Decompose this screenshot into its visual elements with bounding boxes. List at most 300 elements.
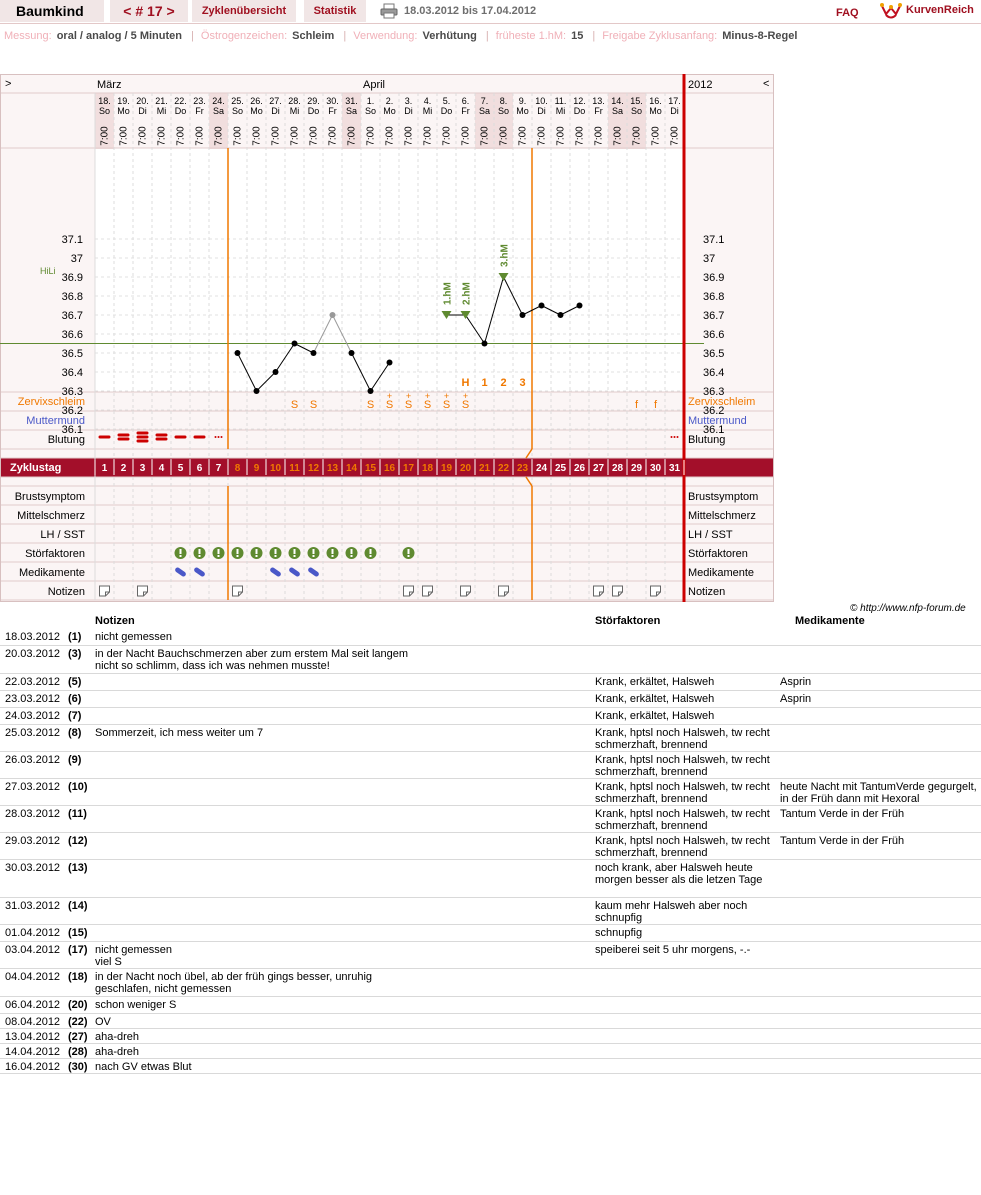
day-date: 5. bbox=[442, 96, 451, 106]
day-time: 7:00 bbox=[441, 126, 453, 146]
note-cycle-day: (10) bbox=[68, 781, 88, 793]
day-weekday: Mo bbox=[117, 106, 130, 116]
notes-header-medi: Medikamente bbox=[795, 615, 865, 627]
note-date: 14.04.2012 bbox=[5, 1046, 61, 1058]
bleeding-mark bbox=[137, 440, 149, 443]
spotting-dot bbox=[221, 436, 223, 438]
cycle-day-number: 14 bbox=[345, 463, 358, 474]
bleeding-mark bbox=[118, 434, 130, 437]
zervix-mark: S bbox=[290, 399, 299, 411]
row-label-medi: Medikamente bbox=[18, 567, 85, 579]
cycle-day-number: 16 bbox=[383, 463, 396, 474]
row-label-brust: Brustsymptom bbox=[14, 491, 85, 503]
jester-logo-icon[interactable] bbox=[880, 2, 902, 20]
cycle-day-number: 5 bbox=[177, 463, 184, 474]
bleeding-mark bbox=[118, 438, 130, 441]
note-row bbox=[0, 779, 981, 806]
note-text: aha-dreh bbox=[95, 1031, 140, 1043]
day-date: 9. bbox=[518, 96, 527, 106]
note-cycle-day: (30) bbox=[68, 1061, 88, 1073]
y-tick-right: 36.7 bbox=[703, 310, 725, 322]
note-row bbox=[0, 691, 981, 708]
day-time: 7:00 bbox=[194, 126, 206, 146]
note-date: 04.04.2012 bbox=[5, 971, 61, 983]
spotting-dot bbox=[671, 436, 673, 438]
note-row bbox=[0, 833, 981, 860]
day-weekday: Di bbox=[670, 106, 679, 116]
day-date: 30. bbox=[326, 96, 339, 106]
day-time: 7:00 bbox=[517, 126, 529, 146]
cycle-day-number: 24 bbox=[535, 463, 548, 474]
day-weekday: Mi bbox=[156, 106, 167, 116]
day-date: 10. bbox=[535, 96, 548, 106]
warning-icon-dot bbox=[313, 555, 315, 557]
row-label-zyklustag: Zyklustag bbox=[10, 462, 62, 474]
warning-icon-bar bbox=[294, 549, 296, 554]
day-time: 7:00 bbox=[479, 126, 491, 146]
note-text: in der Nacht Bauchschmerzen aber zum erstem Mal seit langem nicht so schlimm, dass ich was nehmen musste! bbox=[95, 648, 409, 672]
warning-icon-bar bbox=[408, 549, 410, 554]
top-bar bbox=[0, 0, 981, 24]
peak-label: H bbox=[461, 377, 470, 389]
year-label: 2012 bbox=[688, 79, 713, 91]
temp-point bbox=[520, 312, 526, 318]
day-time: 7:00 bbox=[289, 126, 301, 146]
note-text: Sommerzeit, ich mess weiter um 7 bbox=[95, 727, 264, 739]
note-date: 01.04.2012 bbox=[5, 927, 61, 939]
warning-icon-dot bbox=[199, 555, 201, 557]
info-bar: Messung: oral / analog / 5 Minuten | Östrogenzeichen: Schleim | Verwendung: Verhütung | früheste 1.hM: 15 | Freigabe Zyklusanfang: Minus-8-Regel bbox=[4, 30, 798, 42]
day-time: 7:00 bbox=[137, 126, 149, 146]
y-tick-right: 36.3 bbox=[703, 386, 725, 398]
note-cycle-day: (6) bbox=[68, 693, 82, 705]
peak-label: 1 bbox=[481, 377, 488, 389]
zervix-mark: f bbox=[634, 399, 639, 411]
cycle-day-number: 15 bbox=[364, 463, 377, 474]
note-text: nicht gemessen bbox=[95, 631, 173, 643]
y-tick-right: 36.6 bbox=[703, 329, 725, 341]
temp-point bbox=[292, 341, 298, 347]
hm-label: 3.hM bbox=[499, 244, 511, 267]
row-label-mittel: Mittelschmerz bbox=[17, 510, 85, 522]
cycle-day-number: 25 bbox=[554, 463, 567, 474]
warning-icon-dot bbox=[294, 555, 296, 557]
cycle-day-number: 26 bbox=[573, 463, 586, 474]
warning-icon-bar bbox=[180, 549, 182, 554]
brand-title: Baumkind bbox=[0, 0, 104, 22]
cycle-day-number: 20 bbox=[459, 463, 472, 474]
note-text: schon weniger S bbox=[95, 999, 177, 1011]
row-label-stoer: Störfaktoren bbox=[25, 548, 85, 560]
note-row bbox=[0, 708, 981, 725]
y-tick-right: 36.1 bbox=[703, 424, 725, 436]
temp-point bbox=[387, 360, 393, 366]
day-weekday: So bbox=[630, 106, 643, 116]
day-weekday: Sa bbox=[345, 106, 358, 116]
warning-icon-dot bbox=[256, 555, 258, 557]
note-cycle-day: (20) bbox=[68, 999, 88, 1011]
note-row bbox=[0, 860, 981, 898]
row-label-lh-right: LH / SST bbox=[688, 529, 733, 541]
peak-label: 2 bbox=[500, 377, 507, 389]
note-date: 24.03.2012 bbox=[5, 710, 61, 722]
day-date: 31. bbox=[345, 96, 358, 106]
day-time: 7:00 bbox=[175, 126, 187, 146]
notes-header-stoer: Störfaktoren bbox=[595, 615, 661, 627]
day-weekday: Do bbox=[440, 106, 453, 116]
notes-header-notizen: Notizen bbox=[95, 615, 135, 627]
day-date: 22. bbox=[174, 96, 187, 106]
note-stoerfaktoren: Krank, hptsl noch Halsweh, tw recht schmerzhaft, brennend bbox=[595, 808, 770, 832]
temp-point bbox=[273, 369, 279, 375]
note-text: in der Nacht noch übel, ab der früh gings besser, unruhig geschlafen, nicht gemessen bbox=[95, 971, 373, 995]
nav-right-arrow[interactable]: < bbox=[763, 78, 770, 90]
zervix-mark: f bbox=[653, 399, 658, 411]
day-date: 2. bbox=[385, 96, 394, 106]
warning-icon-bar bbox=[351, 549, 353, 554]
note-row bbox=[0, 1029, 981, 1044]
notes-table bbox=[0, 615, 981, 1074]
temp-point bbox=[311, 350, 317, 356]
temp-point bbox=[577, 303, 583, 309]
note-row bbox=[0, 752, 981, 779]
copyright[interactable]: © http://www.nfp-forum.de bbox=[850, 603, 966, 614]
day-time: 7:00 bbox=[612, 126, 624, 146]
cycle-day-number: 7 bbox=[215, 463, 222, 474]
day-time: 7:00 bbox=[593, 126, 605, 146]
day-weekday: Do bbox=[307, 106, 320, 116]
logo-text[interactable]: KurvenReich bbox=[906, 4, 974, 16]
y-tick-right: 37 bbox=[703, 253, 716, 265]
day-weekday: Di bbox=[404, 106, 413, 116]
y-tick-right: 36.4 bbox=[703, 367, 725, 379]
cycle-chart bbox=[0, 74, 774, 602]
note-row bbox=[0, 725, 981, 752]
row-label-stoer-right: Störfaktoren bbox=[688, 548, 748, 560]
cycle-day-number: 30 bbox=[649, 463, 662, 474]
row-label-mittel-right: Mittelschmerz bbox=[688, 510, 756, 522]
day-date: 3. bbox=[404, 96, 413, 106]
day-date: 25. bbox=[231, 96, 244, 106]
printer-icon[interactable] bbox=[380, 3, 398, 19]
warning-icon-bar bbox=[237, 549, 239, 554]
oestrogen-value: Schleim bbox=[292, 30, 335, 42]
nav-left-arrow[interactable]: > bbox=[5, 78, 12, 90]
bleeding-mark bbox=[175, 436, 187, 439]
warning-icon-dot bbox=[351, 555, 353, 557]
warning-icon-bar bbox=[332, 549, 334, 554]
day-date: 21. bbox=[155, 96, 168, 106]
day-weekday: So bbox=[364, 106, 377, 116]
month-label: April bbox=[363, 79, 386, 91]
note-row bbox=[0, 925, 981, 942]
bleeding-mark bbox=[137, 432, 149, 435]
warning-icon-bar bbox=[256, 549, 258, 554]
spotting-dot bbox=[677, 436, 679, 438]
note-row bbox=[0, 646, 981, 674]
day-date: 11. bbox=[554, 96, 567, 106]
note-stoerfaktoren: Krank, hptsl noch Halsweh, tw recht schmerzhaft, brennend bbox=[595, 754, 770, 778]
day-date: 6. bbox=[461, 96, 470, 106]
note-stoerfaktoren: schnupfig bbox=[595, 927, 643, 939]
row-label-notizen-right: Notizen bbox=[688, 586, 726, 598]
spotting-dot bbox=[218, 436, 220, 438]
temp-point bbox=[330, 312, 336, 318]
note-row bbox=[0, 1059, 981, 1074]
day-date: 27. bbox=[269, 96, 282, 106]
note-date: 26.03.2012 bbox=[5, 754, 61, 766]
hm-label: 2.hM bbox=[461, 282, 473, 305]
day-weekday: Do bbox=[573, 106, 586, 116]
day-time: 7:00 bbox=[403, 126, 415, 146]
cycle-day-number: 10 bbox=[269, 463, 282, 474]
day-date: 16. bbox=[649, 96, 662, 106]
day-date: 23. bbox=[193, 96, 206, 106]
day-time: 7:00 bbox=[156, 126, 168, 146]
y-tick-left: 37 bbox=[70, 253, 83, 265]
note-cycle-day: (1) bbox=[68, 631, 82, 643]
row-label-muttermund: Muttermund bbox=[26, 415, 85, 427]
temperature-area bbox=[95, 148, 684, 392]
day-weekday: Fr bbox=[594, 106, 603, 116]
day-time: 7:00 bbox=[498, 126, 510, 146]
warning-icon-bar bbox=[275, 549, 277, 554]
day-weekday: Mi bbox=[289, 106, 300, 116]
note-medikamente: Tantum Verde in der Früh bbox=[780, 835, 905, 847]
note-text: aha-dreh bbox=[95, 1046, 140, 1058]
day-time: 7:00 bbox=[422, 126, 434, 146]
day-weekday: Mi bbox=[555, 106, 566, 116]
spotting-dot bbox=[674, 436, 676, 438]
cycle-day-number: 22 bbox=[497, 463, 510, 474]
messung-value: oral / analog / 5 Minuten bbox=[56, 30, 182, 42]
zervix-plus-mark: + bbox=[462, 391, 469, 401]
note-cycle-day: (5) bbox=[68, 676, 82, 688]
cycle-day-number: 23 bbox=[516, 463, 529, 474]
zervix-plus-mark: + bbox=[405, 391, 412, 401]
note-cycle-day: (8) bbox=[68, 727, 82, 739]
note-cycle-day: (17) bbox=[68, 944, 88, 956]
day-date: 12. bbox=[573, 96, 586, 106]
temp-point bbox=[349, 350, 355, 356]
zervix-mark: S bbox=[309, 399, 318, 411]
day-date: 19. bbox=[117, 96, 130, 106]
month-label: März bbox=[97, 79, 122, 91]
bleeding-mark bbox=[99, 436, 111, 439]
note-row bbox=[0, 997, 981, 1014]
note-text: nicht gemessen viel S bbox=[95, 944, 173, 968]
day-weekday: So bbox=[497, 106, 510, 116]
day-weekday: Mo bbox=[250, 106, 263, 116]
note-row bbox=[0, 806, 981, 833]
day-weekday: Sa bbox=[611, 106, 624, 116]
note-date: 22.03.2012 bbox=[5, 676, 61, 688]
day-weekday: So bbox=[98, 106, 111, 116]
spotting-dot bbox=[215, 436, 217, 438]
bleeding-mark bbox=[194, 436, 206, 439]
zervix-mark: S bbox=[404, 399, 413, 411]
y-tick-left: 36.6 bbox=[61, 329, 83, 341]
note-cycle-day: (11) bbox=[68, 808, 87, 820]
bleeding-mark bbox=[156, 434, 168, 437]
note-date: 20.03.2012 bbox=[5, 648, 61, 660]
day-date: 14. bbox=[611, 96, 624, 106]
note-cycle-day: (7) bbox=[68, 710, 82, 722]
day-time: 7:00 bbox=[346, 126, 358, 146]
verwendung-label: Verwendung: bbox=[353, 30, 418, 42]
note-stoerfaktoren: Krank, erkältet, Halsweh bbox=[595, 676, 715, 688]
day-date: 26. bbox=[250, 96, 263, 106]
day-weekday: Do bbox=[174, 106, 187, 116]
day-weekday: Fr bbox=[461, 106, 470, 116]
date-range: 18.03.2012 bis 17.04.2012 bbox=[404, 5, 537, 17]
warning-icon-dot bbox=[370, 555, 372, 557]
y-tick-left: 36.2 bbox=[61, 405, 83, 417]
faq-link[interactable]: FAQ bbox=[836, 7, 859, 19]
day-weekday: Mi bbox=[422, 106, 433, 116]
day-time: 7:00 bbox=[460, 126, 472, 146]
tab-statistics[interactable]: Statistik bbox=[304, 0, 366, 22]
day-date: 20. bbox=[136, 96, 149, 106]
y-tick-left: 36.8 bbox=[61, 291, 83, 303]
day-date: 4. bbox=[423, 96, 432, 106]
day-date: 13. bbox=[592, 96, 605, 106]
note-date: 08.04.2012 bbox=[5, 1016, 61, 1028]
row-label-notizen: Notizen bbox=[47, 586, 85, 598]
day-time: 7:00 bbox=[251, 126, 263, 146]
cycle-day-number: 28 bbox=[611, 463, 624, 474]
note-date: 18.03.2012 bbox=[5, 631, 61, 643]
note-cycle-day: (9) bbox=[68, 754, 82, 766]
note-cycle-day: (3) bbox=[68, 648, 82, 660]
cycle-day-number: 27 bbox=[592, 463, 605, 474]
note-medikamente: Asprin bbox=[780, 693, 812, 705]
day-time: 7:00 bbox=[631, 126, 643, 146]
note-cycle-day: (27) bbox=[68, 1031, 88, 1043]
day-date: 17. bbox=[668, 96, 681, 106]
note-stoerfaktoren: Krank, hptsl noch Halsweh, tw recht schmerzhaft, brennend bbox=[595, 835, 770, 859]
day-weekday: Di bbox=[537, 106, 546, 116]
day-weekday: Fr bbox=[195, 106, 204, 116]
tab-cycle-overview[interactable]: Zyklenübersicht bbox=[192, 0, 296, 22]
cycle-day-number: 3 bbox=[139, 463, 146, 474]
note-cycle-day: (12) bbox=[68, 835, 88, 847]
y-tick-left: 36.4 bbox=[61, 367, 83, 379]
freigabe-label: Freigabe Zyklusanfang: bbox=[602, 30, 718, 42]
warning-icon-bar bbox=[370, 549, 372, 554]
day-time: 7:00 bbox=[384, 126, 396, 146]
temp-point bbox=[558, 312, 564, 318]
oestrogen-label: Östrogenzeichen: bbox=[200, 30, 288, 42]
y-tick-left: 37.1 bbox=[61, 234, 83, 246]
note-row bbox=[0, 629, 981, 646]
row-label-blutung-right: Blutung bbox=[688, 434, 726, 446]
cycle-day-number: 21 bbox=[478, 463, 491, 474]
day-date: 7. bbox=[480, 96, 489, 106]
y-tick-right: 36.5 bbox=[703, 348, 725, 360]
hm-label: früheste 1.hM: bbox=[495, 30, 567, 42]
bleeding-mark bbox=[137, 436, 149, 439]
zervix-mark: S bbox=[366, 399, 375, 411]
cycle-day-number: 12 bbox=[307, 463, 320, 474]
day-weekday: Mo bbox=[383, 106, 396, 116]
y-tick-right: 36.2 bbox=[703, 405, 725, 417]
note-date: 06.04.2012 bbox=[5, 999, 61, 1011]
day-time: 7:00 bbox=[99, 126, 111, 146]
day-time: 7:00 bbox=[536, 126, 548, 146]
note-row bbox=[0, 898, 981, 925]
zervix-mark: S bbox=[385, 399, 394, 411]
note-cycle-day: (15) bbox=[68, 927, 88, 939]
row-label-muttermund-right: Muttermund bbox=[688, 415, 747, 427]
note-row bbox=[0, 942, 981, 969]
note-date: 28.03.2012 bbox=[5, 808, 61, 820]
row-label-zervix-right: Zervixschleim bbox=[688, 396, 756, 408]
warning-icon-bar bbox=[313, 549, 315, 554]
note-stoerfaktoren: Krank, erkältet, Halsweh bbox=[595, 693, 715, 705]
row-label-zervix: Zervixschleim bbox=[17, 396, 85, 408]
cycle-day-number: 31 bbox=[668, 463, 681, 474]
peak-label: 3 bbox=[519, 377, 526, 389]
y-tick-left: 36.3 bbox=[61, 386, 83, 398]
temp-point bbox=[539, 303, 545, 309]
note-text: nach GV etwas Blut bbox=[95, 1061, 192, 1073]
cycle-day-number: 2 bbox=[120, 463, 127, 474]
freigabe-value: Minus-8-Regel bbox=[722, 30, 798, 42]
cycle-day-number: 1 bbox=[101, 463, 108, 474]
day-weekday: Mo bbox=[516, 106, 529, 116]
cycle-day-number: 9 bbox=[253, 463, 260, 474]
y-tick-right: 36.9 bbox=[703, 272, 725, 284]
cycle-day-number: 4 bbox=[158, 463, 165, 474]
zervix-plus-mark: + bbox=[443, 391, 450, 401]
cycle-day-number: 19 bbox=[440, 463, 453, 474]
day-date: 18. bbox=[98, 96, 111, 106]
temp-point bbox=[482, 341, 488, 347]
zervix-mark: S bbox=[461, 399, 470, 411]
day-time: 7:00 bbox=[365, 126, 377, 146]
row-label-medi-right: Medikamente bbox=[688, 567, 755, 579]
note-stoerfaktoren: speiberei seit 5 uhr morgens, -.- bbox=[595, 944, 751, 956]
y-tick-left: 36.5 bbox=[61, 348, 83, 360]
day-weekday: Sa bbox=[212, 106, 225, 116]
day-weekday: So bbox=[231, 106, 244, 116]
note-medikamente: heute Nacht mit TantumVerde gegurgelt, in der Früh dann mit Hexoral bbox=[780, 781, 977, 805]
row-label-brust-right: Brustsymptom bbox=[688, 491, 759, 503]
y-tick-right: 37.1 bbox=[703, 234, 725, 246]
day-date: 29. bbox=[307, 96, 320, 106]
cycle-navigation[interactable]: < # 17 > bbox=[110, 0, 188, 22]
hm-value: 15 bbox=[571, 30, 584, 42]
cycle-day-number: 8 bbox=[234, 463, 241, 474]
note-cycle-day: (13) bbox=[68, 862, 88, 874]
cycle-day-number: 18 bbox=[421, 463, 434, 474]
note-row bbox=[0, 969, 981, 997]
zervix-plus-mark: + bbox=[424, 391, 431, 401]
zervix-plus-mark: + bbox=[386, 391, 393, 401]
note-date: 29.03.2012 bbox=[5, 835, 61, 847]
day-time: 7:00 bbox=[270, 126, 282, 146]
cycle-day-number: 17 bbox=[402, 463, 415, 474]
day-time: 7:00 bbox=[232, 126, 244, 146]
y-tick-left: 36.7 bbox=[61, 310, 83, 322]
note-cycle-day: (28) bbox=[68, 1046, 88, 1058]
note-stoerfaktoren: Krank, hptsl noch Halsweh, tw recht schmerzhaft, brennend bbox=[595, 781, 770, 805]
day-weekday: Sa bbox=[478, 106, 491, 116]
warning-icon-bar bbox=[199, 549, 201, 554]
warning-icon-bar bbox=[218, 549, 220, 554]
day-weekday: Di bbox=[138, 106, 147, 116]
